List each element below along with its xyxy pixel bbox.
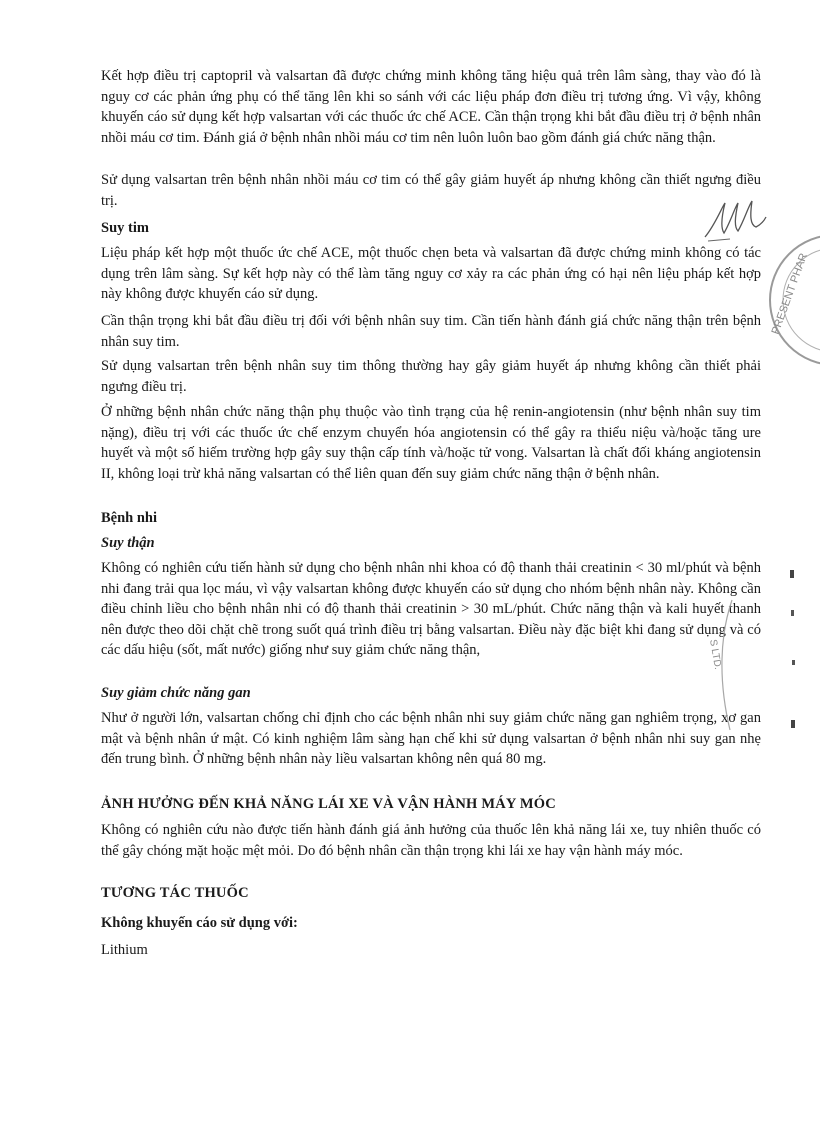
heading-suy-than: Suy thận: [101, 535, 155, 551]
paragraph-heart-failure-caution: Cần thận trọng khi bắt đầu điều trị đối với bệnh nhân suy tim. Cần tiến hành đánh giá chức năng thận trên bệnh nhân suy tim.: [101, 313, 761, 350]
paragraph-combination-captopril: Kết hợp điều trị captopril và valsartan đã được chứng minh không tăng hiệu quả trên lâm sàng, thay vào đó là nguy cơ các phản ứng phụ có thể tăng lên khi so sánh với các liệu pháp đơn điều trị tương ứng. Vì vậy, không khuyến cáo sử dụng kết hợp valsartan với các thuốc ức chế ACE. Cần thận trọng khi bắt đầu điều trị ở bệnh nhân nhồi máu cơ tim. Đánh giá ở bệnh nhân nhồi máu cơ tim nên luôn luôn bao gồm đánh giá chức năng thận.: [101, 68, 761, 146]
heading-suy-giam-chuc-nang-gan: Suy giảm chức năng gan: [101, 685, 251, 701]
heading-not-recommended-with: Không khuyến cáo sử dụng với:: [101, 915, 298, 931]
paragraph-mi-hypotension: Sử dụng valsartan trên bệnh nhân nhồi máu cơ tim có thể gây giảm huyết áp nhưng không cần thiết ngưng điều trị.: [101, 172, 761, 209]
heading-benh-nhi: Bệnh nhi: [101, 510, 158, 526]
heading-driving: ẢNH HƯỞNG ĐẾN KHẢ NĂNG LÁI XE VÀ VẬN HÀNH MÁY MÓC: [101, 796, 556, 812]
paragraph-pediatric-hepatic: Như ở người lớn, valsartan chống chỉ định cho các bệnh nhân nhi suy giảm chức năng gan nghiêm trọng, xơ gan mật và bệnh nhân ứ mật. Có kinh nghiệm lâm sàng hạn chế khi sử dụng valsartan ở bệnh nhân nhi suy gan nhẹ đến trung bình. Ở những bệnh nhân này liều valsartan không nên quá 80 mg.: [101, 710, 761, 767]
paragraph-heart-failure-hypotension: Sử dụng valsartan trên bệnh nhân suy tim thông thường hay gây giảm huyết áp nhưng không cần thiết phải ngưng điều trị.: [101, 358, 761, 395]
paragraph-driving: Không có nghiên cứu nào được tiến hành đánh giá ảnh hưởng của thuốc lên khả năng lái xe, tuy nhiên thuốc có thể gây chóng mặt hoặc mệt mỏi. Do đó bệnh nhân cần thận trọng khi lái xe hay vận hành máy móc.: [101, 822, 761, 859]
stamp-fragment: [690, 600, 750, 730]
scan-edge-marks: [784, 570, 799, 740]
heading-interactions: TƯƠNG TÁC THUỐC: [101, 885, 249, 901]
svg-text:S LTD.: S LTD.: [707, 638, 724, 671]
svg-text:PRESENT PHAR: PRESENT PHAR: [769, 251, 811, 337]
paragraph-renin-angiotensin: Ở những bệnh nhân chức năng thận phụ thuộc vào tình trạng của hệ renin-angiotensin (như bệnh nhân suy tim nặng), điều trị với các thuốc ức chế enzym chuyển hóa angiotensin có thể gây ra thiểu niệu và/hoặc tăng ure huyết và một số hiếm trường hợp gây suy thận cấp tính và/hoặc tử vong. Valsartan là chất đối kháng angiotensin II, không loại trừ khả năng valsartan có thể liên quan đến suy giảm chức năng thận ở bệnh nhân.: [101, 404, 761, 482]
paragraph-heart-failure-combination: Liệu pháp kết hợp một thuốc ức chế ACE, một thuốc chẹn beta và valsartan đã được chứng minh không có tác dụng trên lâm sàng. Sự kết hợp này có thể làm tăng nguy cơ xảy ra các phản ứng có hại nên liệu pháp kết hợp này không được khuyến cáo sử dụng.: [101, 245, 761, 302]
heading-suy-tim: Suy tim: [101, 220, 149, 236]
item-lithium: Lithium: [101, 942, 148, 958]
company-stamp: [760, 225, 820, 375]
paragraph-pediatric-renal: Không có nghiên cứu tiến hành sử dụng cho bệnh nhân nhi khoa có độ thanh thải creatinin < 30 ml/phút và bệnh nhi đang trải qua lọc máu, vì vậy valsartan không được khuyến cáo sử dụng cho nhóm bệnh nhân này. Không cần điều chỉnh liều cho bệnh nhân nhi có độ thanh thải creatinin > 30 mL/phút. Chức năng thận và kali huyết thanh nên được theo dõi chặt chẽ trong suốt quá trình điều trị bằng valsartan. Điều này đặc biệt khi đang sử dụng và có các dấu hiệu (sốt, mất nước) giống như suy giảm chức năng thận,: [101, 560, 761, 658]
